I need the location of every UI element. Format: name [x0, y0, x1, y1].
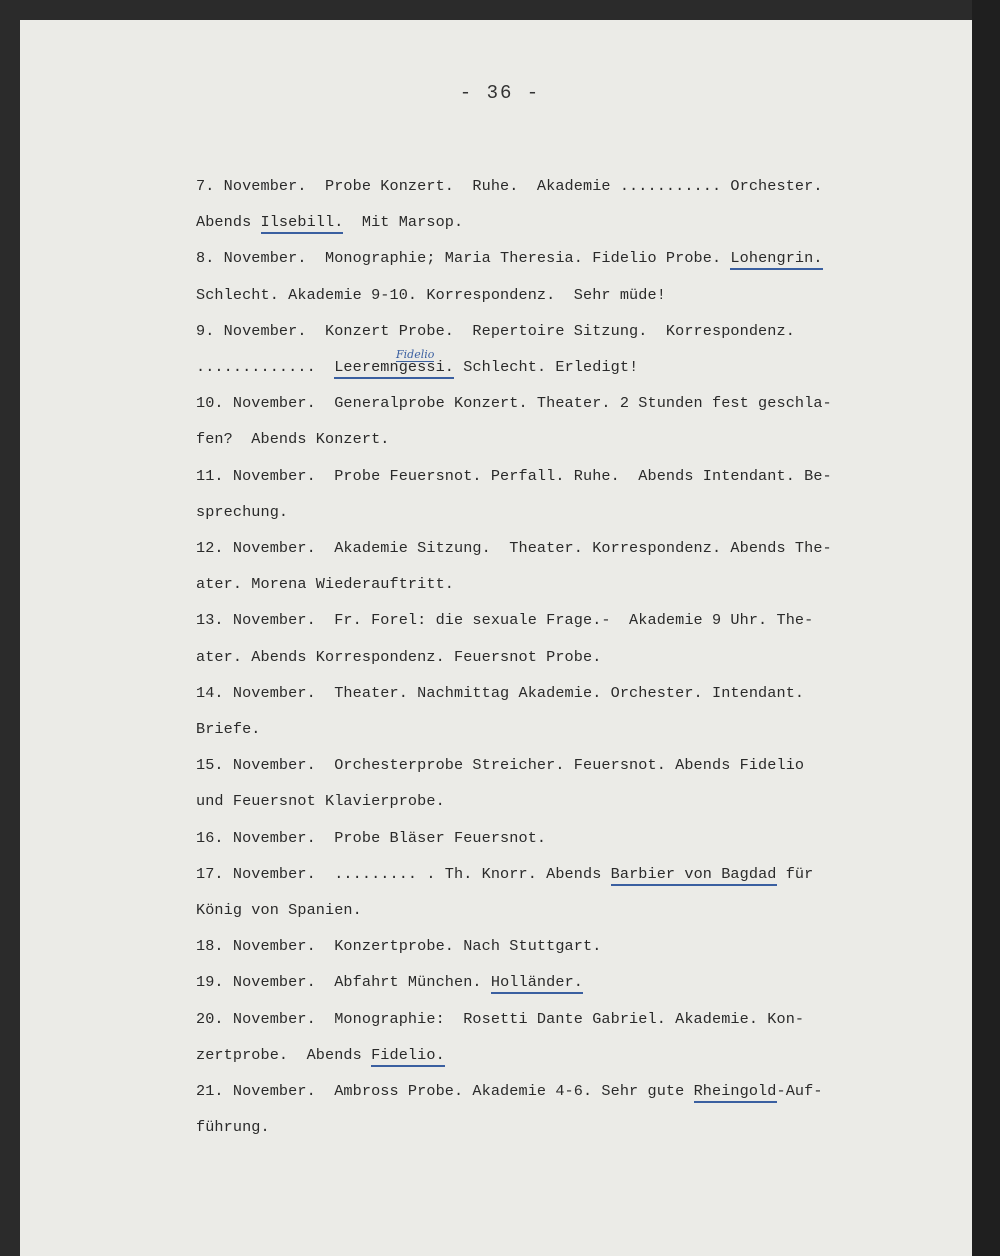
- line-text: Schlecht. Erledigt!: [454, 358, 639, 376]
- text-line: [196, 429, 390, 449]
- text-line: [196, 900, 362, 920]
- text-line: [196, 1117, 270, 1137]
- text-line: [196, 719, 261, 739]
- line-text: für: [776, 864, 814, 883]
- line-text: 15. November. Orchesterprobe Streicher. Feuersnot. Abends Fidelio: [196, 756, 805, 775]
- line-text: 18. November. Konzertprobe. Nach Stuttgart.: [196, 937, 602, 956]
- underlined-title: Lohengrin.: [730, 249, 822, 270]
- line-text: -Auf-: [776, 1082, 823, 1100]
- text-line: [196, 1045, 445, 1065]
- text-line: [196, 936, 601, 956]
- text-line: [196, 357, 638, 377]
- text-line: [196, 1081, 823, 1101]
- text-line: [196, 972, 583, 992]
- text-line: [196, 647, 601, 667]
- line-text: 7. November. Probe Konzert. Ruhe. Akademie ........... Orchester.: [196, 177, 823, 195]
- handwritten-annotation: Fidelio: [396, 348, 435, 361]
- line-text: ater. Morena Wiederauftritt.: [196, 575, 454, 594]
- line-text: Abends: [196, 213, 261, 232]
- line-text: fen? Abends Konzert.: [196, 430, 390, 449]
- text-line: [196, 285, 666, 305]
- line-text: und Feuersnot Klavierprobe.: [196, 792, 445, 811]
- page-number: - 36 -: [459, 82, 541, 104]
- text-line: [196, 755, 804, 775]
- line-text: 16. November. Probe Bläser Feuersnot.: [196, 828, 547, 847]
- line-text: Briefe.: [196, 720, 261, 738]
- scan-border: [972, 0, 1000, 1256]
- line-text: Mit Marsop.: [343, 213, 464, 232]
- text-line: [196, 791, 445, 811]
- text-line: [196, 828, 546, 848]
- line-text: 12. November. Akademie Sitzung. Theater. Korrespondenz. Abends The-: [196, 539, 832, 557]
- paper-sheet: [20, 20, 972, 1256]
- underlined-title: Rheingold: [694, 1082, 777, 1103]
- line-text: 10. November. Generalprobe Konzert. Theater. 2 Stunden fest geschla-: [196, 394, 832, 413]
- text-line: [196, 864, 813, 884]
- line-text: 21. November. Ambross Probe. Akademie 4-6. Sehr gute: [196, 1082, 694, 1100]
- line-text: 20. November. Monographie: Rosetti Dante Gabriel. Akademie. Kon-: [196, 1009, 805, 1028]
- text-line: [196, 248, 823, 268]
- text-line: [196, 683, 804, 703]
- line-text: 13. November. Fr. Forel: die sexuale Frage.- Akademie 9 Uhr. The-: [196, 611, 814, 630]
- text-line: [196, 1009, 804, 1029]
- line-text: führung.: [196, 1118, 270, 1137]
- text-line: [196, 321, 795, 341]
- line-text: 19. November. Abfahrt München.: [196, 973, 491, 992]
- text-line: [196, 538, 832, 558]
- line-text: 14. November. Theater. Nachmittag Akademie. Orchester. Intendant.: [196, 683, 805, 702]
- text-line: [196, 176, 823, 196]
- text-line: [196, 610, 813, 630]
- underlined-title: Leeremngessi.: [334, 358, 454, 379]
- line-text: zertprobe. Abends: [196, 1045, 372, 1064]
- line-text: .............: [196, 358, 335, 376]
- line-text: 11. November. Probe Feuersnot. Perfall. Ruhe. Abends Intendant. Be-: [196, 466, 832, 485]
- text-line: [196, 574, 454, 594]
- text-line: [196, 466, 832, 486]
- underlined-title: Fidelio.: [371, 1046, 445, 1067]
- underlined-title: Ilsebill.: [261, 213, 344, 234]
- line-text: 9. November. Konzert Probe. Repertoire Sitzung. Korrespondenz.: [196, 321, 795, 340]
- line-text: sprechung.: [196, 502, 289, 521]
- line-text: 8. November. Monographie; Maria Theresia. Fidelio Probe.: [196, 249, 731, 268]
- underlined-title: Holländer.: [491, 973, 583, 994]
- text-line: [196, 212, 463, 232]
- line-text: Schlecht. Akademie 9-10. Korrespondenz. Sehr müde!: [196, 285, 666, 304]
- text-line: [196, 393, 832, 413]
- line-text: König von Spanien.: [196, 901, 362, 919]
- text-line: [196, 502, 288, 522]
- line-text: 17. November. ......... . Th. Knorr. Abends: [196, 864, 611, 883]
- line-text: ater. Abends Korrespondenz. Feuersnot Probe.: [196, 647, 602, 666]
- underlined-title: Barbier von Bagdad: [611, 865, 777, 886]
